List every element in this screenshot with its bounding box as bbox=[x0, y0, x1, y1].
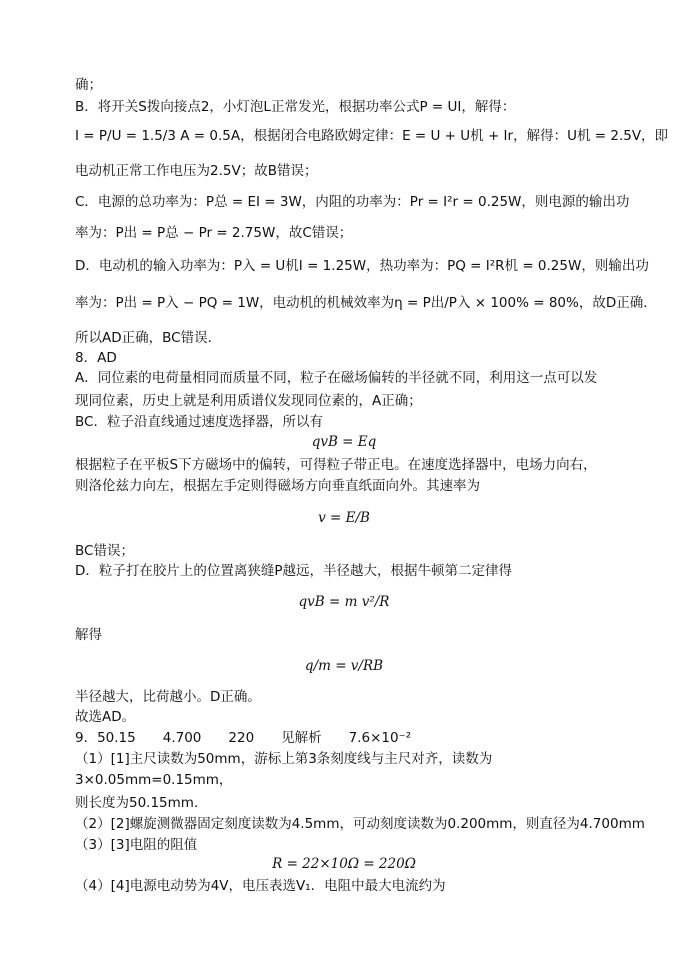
text-line: 电动机正常工作电压为2.5V；故B错误； bbox=[75, 163, 318, 179]
text-line: B．将开关S拨向接点2，小灯泡L正常发光，根据功率公式P = UI，解得： bbox=[75, 99, 516, 115]
text-line: （1）[1]主尺读数为50mm，游标上第3条刻度线与主尺对齐，读数为 bbox=[75, 751, 493, 767]
text-line: 半径越大，比荷越小。D正确。 bbox=[75, 689, 261, 705]
text-line: A．同位素的电荷量相同而质量不同，粒子在磁场偏转的半径就不同，利用这一点可以发 bbox=[75, 370, 598, 386]
text-line: 解得 bbox=[75, 627, 102, 643]
text-line: D．粒子打在胶片上的位置离狭缝P越远，半径越大，根据牛顿第二定律得 bbox=[75, 563, 513, 579]
text-line: BC．粒子沿直线通过速度选择器，所以有 bbox=[75, 414, 323, 430]
text-line: D．电动机的输入功率为：P入 = U机I = 1.25W，热功率为：PQ = I²R机 = 0.25W，则输出功 bbox=[75, 258, 649, 274]
text-line: 确； bbox=[75, 77, 102, 93]
equation: qvB = Eq bbox=[311, 434, 377, 450]
text-line: 则长度为50.15mm． bbox=[75, 795, 208, 811]
section-header: 8．AD bbox=[75, 350, 117, 366]
text-line: 3×0.05mm=0.15mm， bbox=[75, 772, 233, 788]
equation: R = 22×10Ω = 220Ω bbox=[272, 856, 416, 872]
text-line: 率为：P出 = P总 − Pr = 2.75W，故C错误； bbox=[75, 225, 353, 241]
text-line: （3）[3]电阻的阻值 bbox=[75, 837, 198, 853]
text-line: BC错误； bbox=[75, 543, 134, 559]
text-line: I = P/U = 1.5/3 A = 0.5A，根据闭合电路欧姆定律：E = U + U机 + Ir，解得：U机 = 2.5V，即 bbox=[75, 128, 669, 144]
text-line: 现同位素，历史上就是利用质谱仪发现同位素的，A正确； bbox=[75, 393, 422, 409]
text-line: 则洛伦兹力向左，根据左手定则得磁场方向垂直纸面向外。其速率为 bbox=[75, 478, 480, 494]
text-line: 故选AD。 bbox=[75, 709, 136, 725]
text-line: （2）[2]螺旋测微器固定刻度读数为4.5mm，可动刻度读数为0.200mm，则直径为4.700mm bbox=[75, 816, 645, 832]
answer-line: 9．50.15 4.700 220 见解析 7.6×10⁻² bbox=[75, 730, 412, 746]
text-line: （4）[4]电源电动势为4V，电压表选V₁．电阻中最大电流约为 bbox=[75, 878, 446, 894]
equation: v = E/B bbox=[318, 510, 370, 526]
text-line: 所以AD正确，BC错误． bbox=[75, 330, 222, 346]
text-line: 率为：P出 = P入 − PQ = 1W，电动机的机械效率为η = P出/P入 × 100% = 80%，故D正确． bbox=[75, 295, 657, 311]
text-line: 根据粒子在平板S下方磁场中的偏转，可得粒子带正电。在速度选择器中，电场力向右， bbox=[75, 457, 597, 473]
text-line: C．电源的总功率为：P总 = EI = 3W，内阻的功率为：Pr = I²r = 0.25W，则电源的输出功 bbox=[75, 194, 630, 210]
equation: qvB = m v²/R bbox=[298, 594, 390, 610]
equation: q/m = v/RB bbox=[304, 658, 384, 674]
